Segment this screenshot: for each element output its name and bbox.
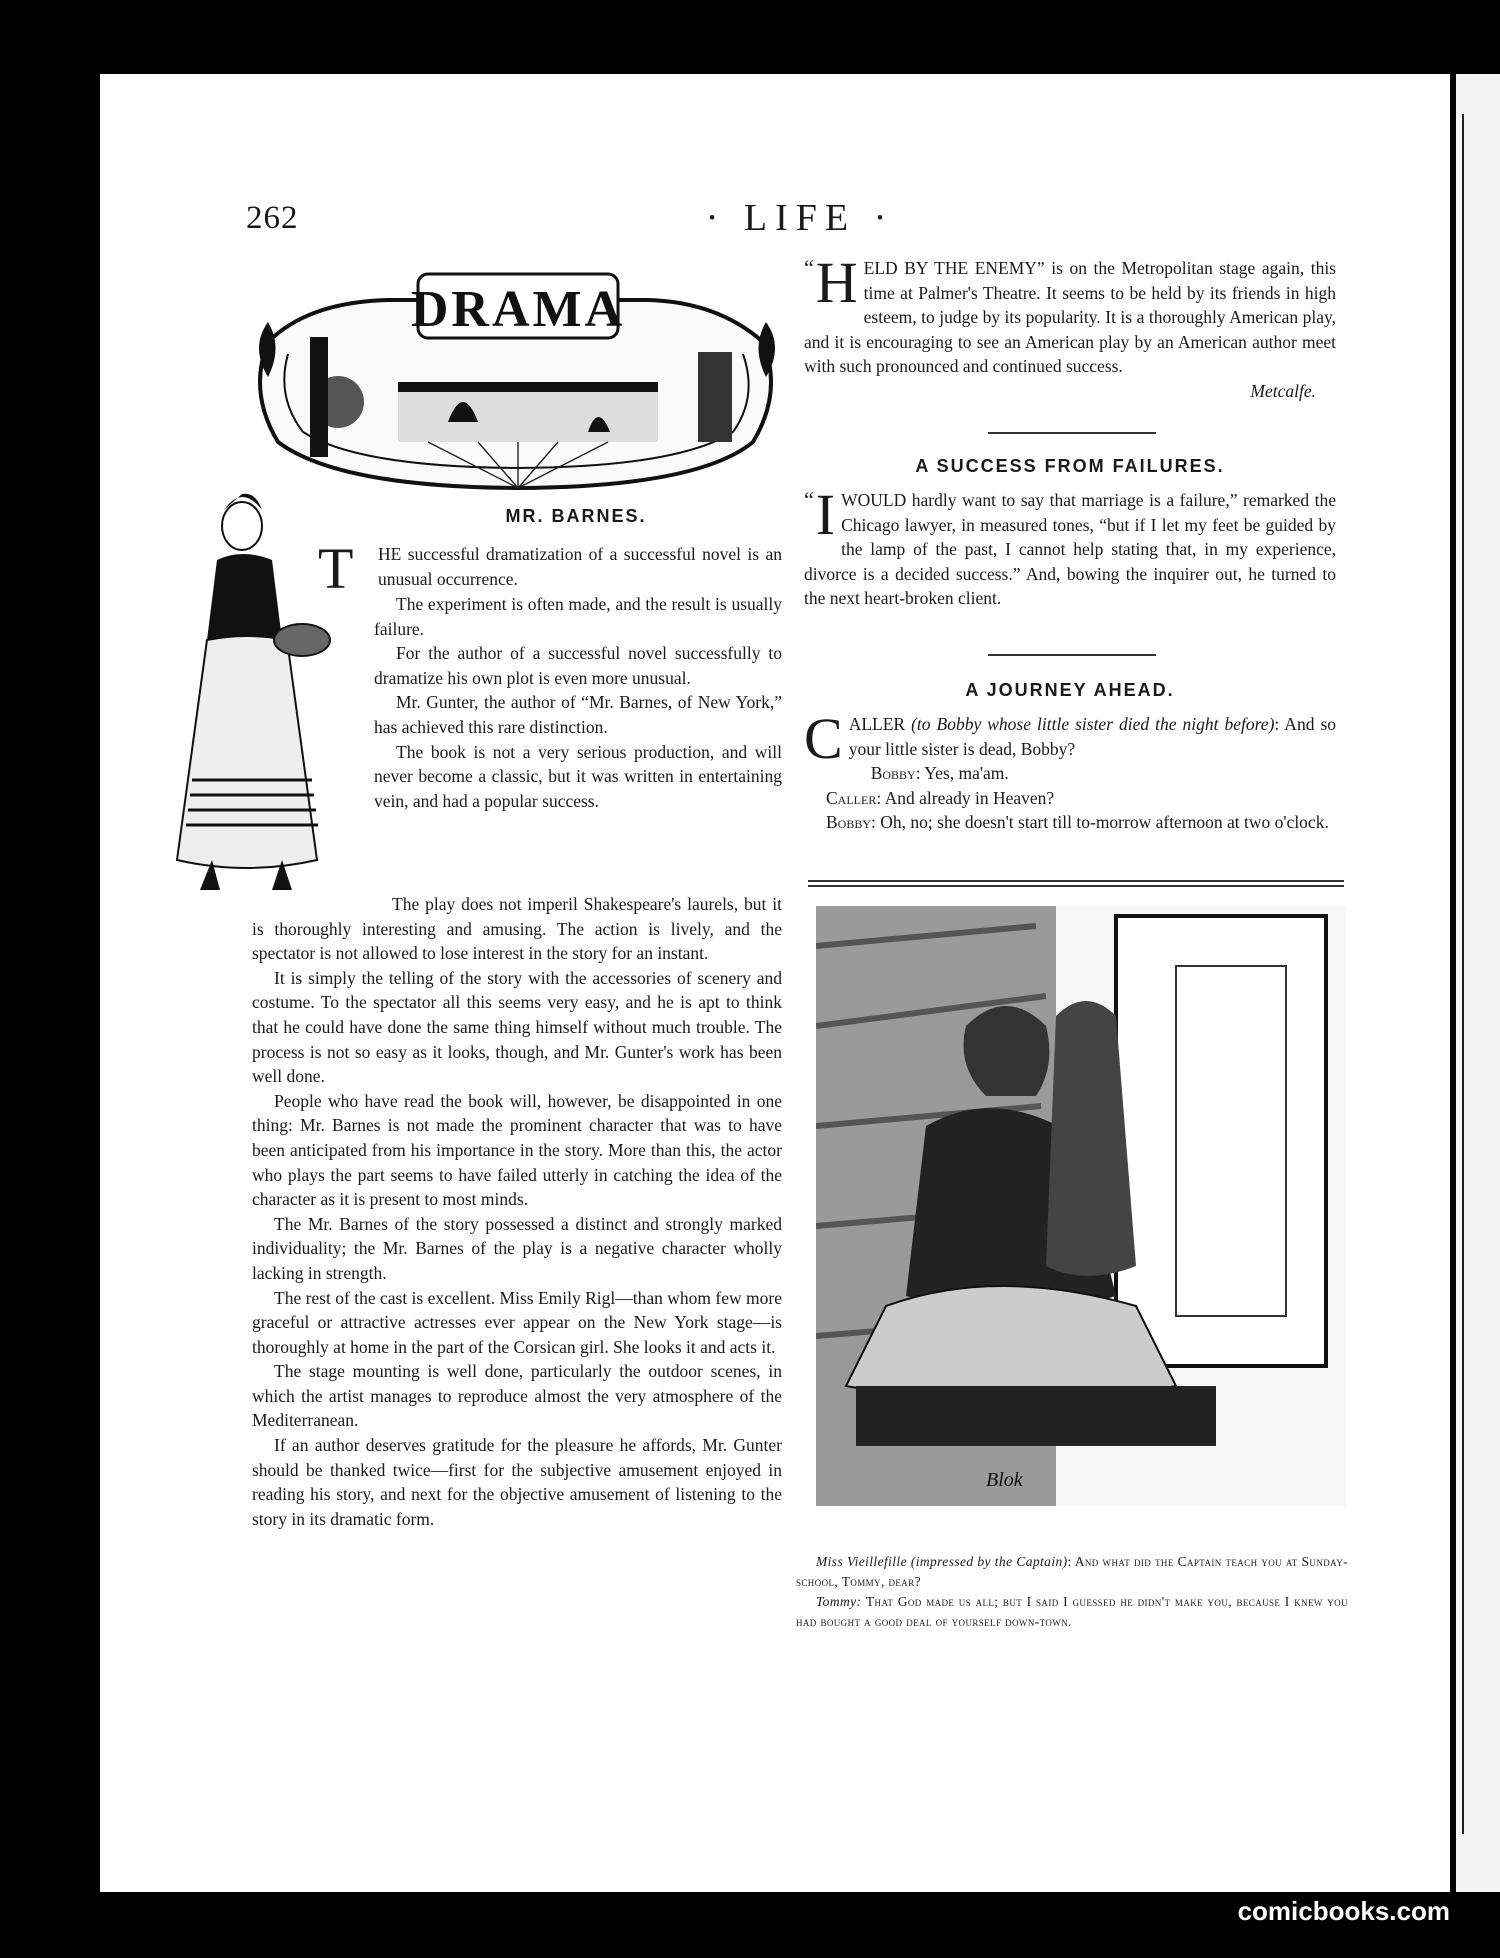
section-divider [988, 654, 1156, 656]
journey-line-3 [804, 786, 1336, 811]
article-paragraph: The stage mounting is well done, particularly the outdoor scenes, in which the artist manages to reproduce almost the very atmosphere of the Mediterranean. [252, 1361, 782, 1431]
double-rule-divider [808, 880, 1344, 887]
caption-speaker: Tommy: [816, 1594, 862, 1609]
journey-line-2 [804, 761, 1336, 786]
mr-barnes-main-column [252, 892, 782, 1531]
caption-dialogue: : And what did the Captain teach you at Sunday-school, Tommy, dear? [796, 1554, 1348, 1589]
article-paragraph: The Mr. Barnes of the story possessed a distinct and strongly marked individuality; the Mr. Barnes of the play is a negative character wholly lacking in strength. [252, 1213, 782, 1283]
speaker-bobby: Bobby [826, 812, 872, 833]
success-heading: A SUCCESS FROM FAILURES. [915, 456, 1225, 476]
speaker-bobby: Bobby [870, 763, 916, 784]
mr-barnes-heading: MR. BARNES. [505, 506, 647, 526]
caption-line-2 [796, 1592, 1348, 1632]
article-paragraph: The experiment is often made, and the result is usually failure. [374, 594, 782, 639]
dialogue: : Oh, no; she doesn't start till to-morrow afternoon at two o'clock. [871, 812, 1329, 833]
dialogue: : And so your little sister is dead, Bobby? [848, 714, 1337, 759]
speaker-caller: Caller [826, 787, 877, 808]
dialogue: : Yes, ma'am. [915, 763, 1009, 784]
journey-article [804, 706, 1337, 835]
caption-dialogue: That God made us all; but I said I guessed he didn't make you, because I knew you had bought a good deal of yourself down-town. [796, 1594, 1348, 1629]
held-by-enemy-article [804, 250, 1336, 404]
caption-speaker: Miss Vieillefille (impressed by the Captain) [816, 1554, 1068, 1569]
success-text: WOULD hardly want to say that marriage is a failure,” remarked the Chicago lawyer, in measured tones, “but if I let my feet be guided by the lamp of the past, I cannot help stating that, in my experience, divorce is a decided success.” And, bowing the inquirer out, he turned to the next heart-broken client. [804, 490, 1336, 609]
journey-line-1 [804, 712, 1336, 761]
held-text: ELD BY THE ENEMY” is on the Metropolitan stage again, this time at Palmer's Theatre. It seems to be held by its friends in high esteem, to judge by its popularity. It is a thoroughly American play, and it is encouraging to see an American play by an American author meet with such pronounced and continued success. [804, 258, 1336, 377]
dialogue: : And already in Heaven? [876, 787, 1055, 808]
page-number: 262 [246, 200, 299, 236]
mr-barnes-intro [318, 536, 782, 601]
open-quote: “ [804, 255, 814, 280]
dropcap-t: T [318, 536, 354, 601]
article-paragraph: The book is not a very serious production, and will never become a classic, but it was written in entertaining vein, and had a popular success. [374, 741, 782, 811]
mr-barnes-wrap-column [374, 592, 782, 813]
journey-heading: A JOURNEY AHEAD. [965, 680, 1175, 700]
article-paragraph: It is simply the telling of the story with the accessories of scenery and costume. To the spectator all this seems very easy, and he is apt to think that he could have done the same thing himself without much trouble. The process is not so easy as it looks, though, and Mr. Gunter's work has been well done. [252, 967, 782, 1087]
masthead: · LIFE · [705, 197, 895, 239]
dropcap-h: H [815, 250, 858, 315]
illustration-caption [796, 1552, 1348, 1632]
stage-direction: (to Bobby whose little sister died the night before) [911, 714, 1275, 734]
caption-line-1 [796, 1552, 1348, 1592]
article-paragraph: The rest of the cast is excellent. Miss Emily Rigl—than whom few more graceful or attractive actresses ever appear on the New York stage—is thoroughly at home in the part of the Corsican girl. She looks it and acts it. [252, 1287, 782, 1357]
dropcap-i: I [815, 482, 836, 547]
success-article [804, 482, 1336, 611]
drama-banner-illustration [248, 262, 786, 494]
open-quote: “ [804, 487, 814, 512]
article-paragraph: People who have read the book will, however, be disappointed in one thing: Mr. Barnes is not made the prominent character that was to have been anticipated from his importance in the story. More than this, the actor who plays the part seems to have failed utterly in catching the idea of the character as it is present to most minds. [252, 1090, 782, 1210]
window-scene-illustration [816, 906, 1346, 1506]
source-credit: comicbooks.com [1237, 1896, 1450, 1926]
illustration-signature: Blok [986, 1469, 1023, 1491]
section-divider [988, 432, 1156, 434]
held-signature: Metcalfe. [1250, 380, 1316, 401]
article-paragraph: Mr. Gunter, the author of “Mr. Barnes, of New York,” has achieved this rare distinction. [374, 692, 782, 737]
article-paragraph: HE successful dramatization of a successful novel is an unusual occurrence. [378, 544, 782, 589]
drama-banner-title: DRAMA [410, 281, 626, 338]
dropcap-c: C [804, 706, 843, 771]
article-paragraph: For the author of a successful novel successfully to dramatize his own plot is even more unusual. [374, 643, 782, 688]
article-paragraph: The play does not imperil Shakespeare's laurels, but it is thoroughly interesting and amusing. The action is lively, and the spectator is not allowed to lose interest in the story for an instant. [252, 894, 782, 964]
adjacent-page-edge [1456, 74, 1500, 1892]
speaker-caller: ALLER [848, 714, 906, 734]
journey-line-4 [804, 810, 1336, 835]
article-paragraph: If an author deserves gratitude for the pleasure he affords, Mr. Gunter should be thanked twice—first for the subjective amusement enjoyed in reading his story, and next for the objective amusement of listening to the story in its dramatic form. [252, 1435, 782, 1529]
